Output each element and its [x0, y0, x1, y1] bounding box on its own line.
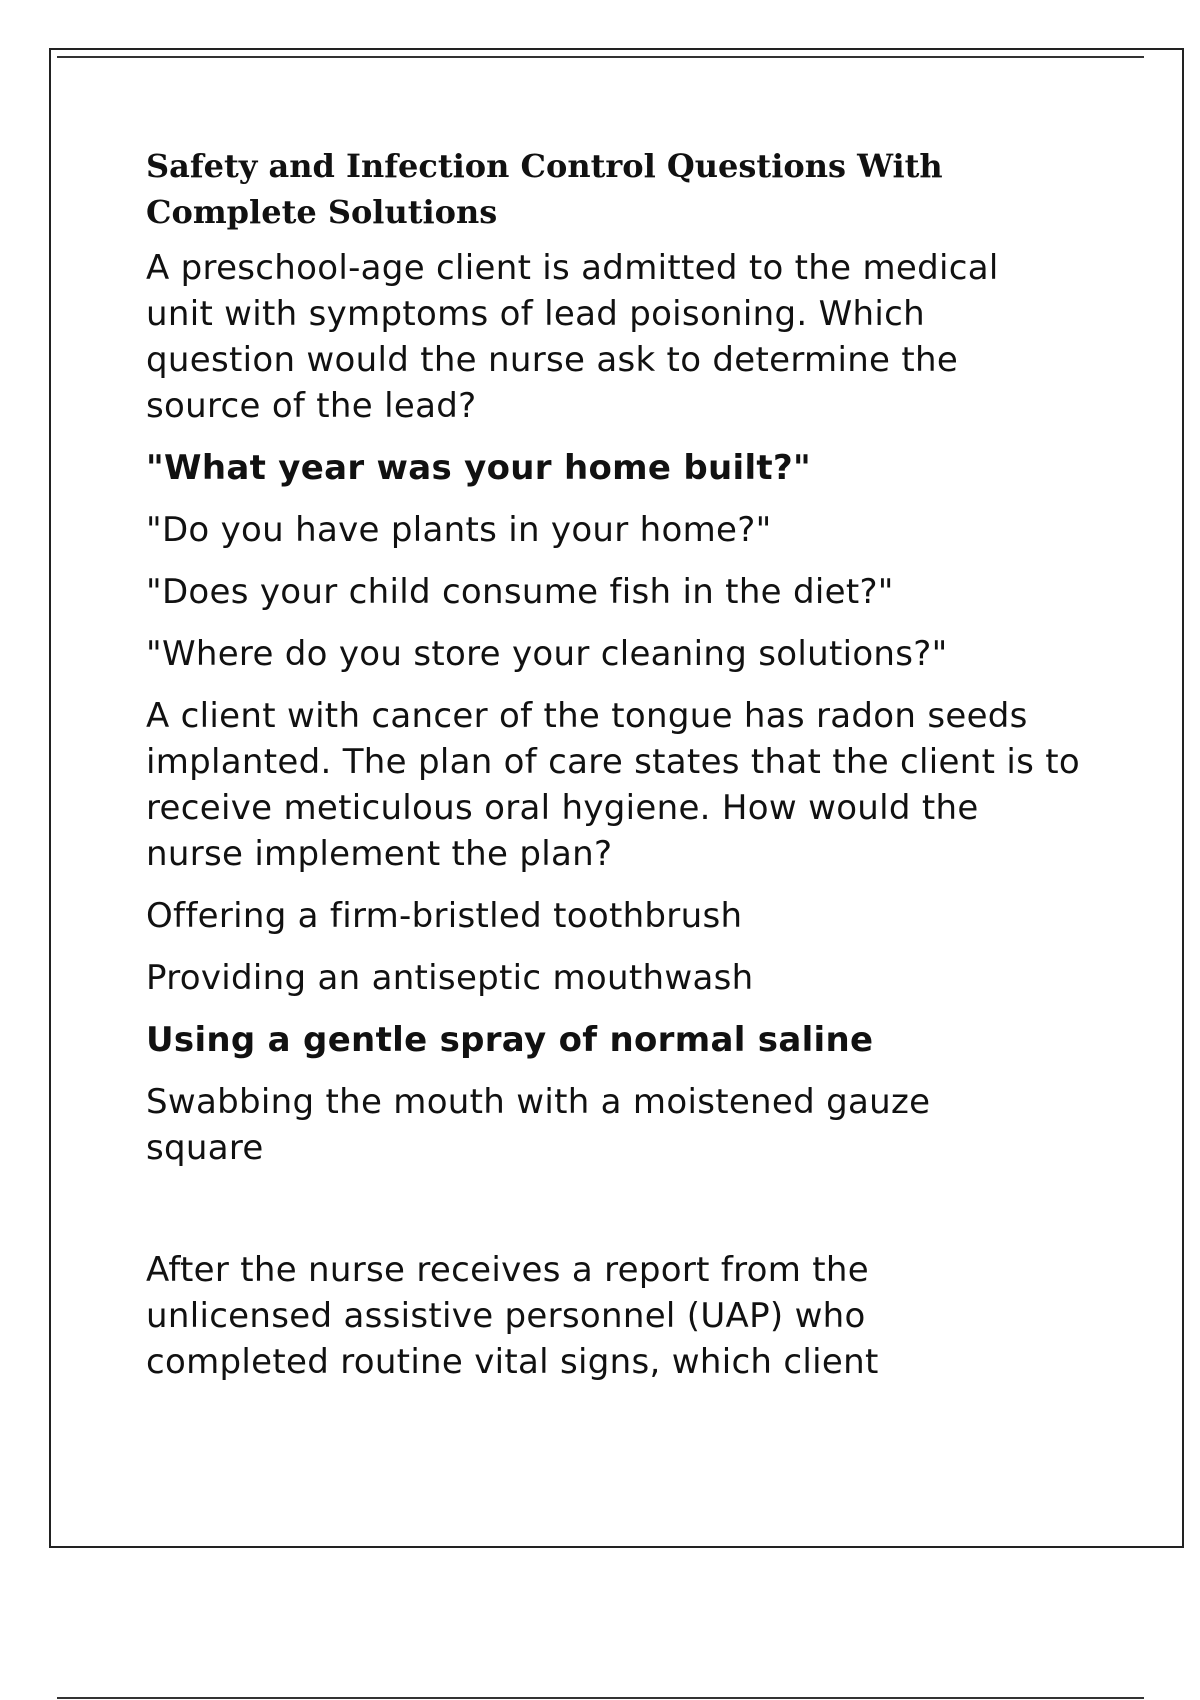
answer-option-correct: Using a gentle spray of normal saline [146, 1020, 874, 1060]
document-title: Safety and Infection Control Questions With Complete Solutions [146, 147, 943, 231]
answer-option: "Where do you store your cleaning solutions?" [146, 634, 948, 674]
spacer [146, 1187, 1106, 1247]
question-text: After the nurse receives a report from the unlicensed assistive personnel (UAP) who completed routine vital signs, which client [146, 1250, 879, 1382]
answer-option: "Do you have plants in your home?" [146, 510, 772, 550]
question-block-3 [146, 1247, 1106, 1385]
question-block-2 [146, 693, 1106, 1171]
answer-option: Providing an antiseptic mouthwash [146, 958, 754, 998]
answer-option-correct: "What year was your home built?" [146, 448, 812, 488]
question-text: A client with cancer of the tongue has radon seeds implanted. The plan of care states that the client is to receive meticulous oral hygiene. How would the nurse implement the plan? [146, 696, 1080, 874]
top-rule [57, 56, 1144, 58]
bottom-rule [57, 1697, 1144, 1699]
question-block-1 [146, 245, 1106, 677]
answer-option: Swabbing the mouth with a moistened gauze square [146, 1082, 931, 1168]
document-content [146, 143, 1106, 1401]
answer-option: "Does your child consume fish in the diet?" [146, 572, 894, 612]
question-text: A preschool-age client is admitted to the medical unit with symptoms of lead poisoning. Which question would the nurse ask to determine the source of the lead? [146, 248, 999, 426]
answer-option: Offering a firm-bristled toothbrush [146, 896, 743, 936]
